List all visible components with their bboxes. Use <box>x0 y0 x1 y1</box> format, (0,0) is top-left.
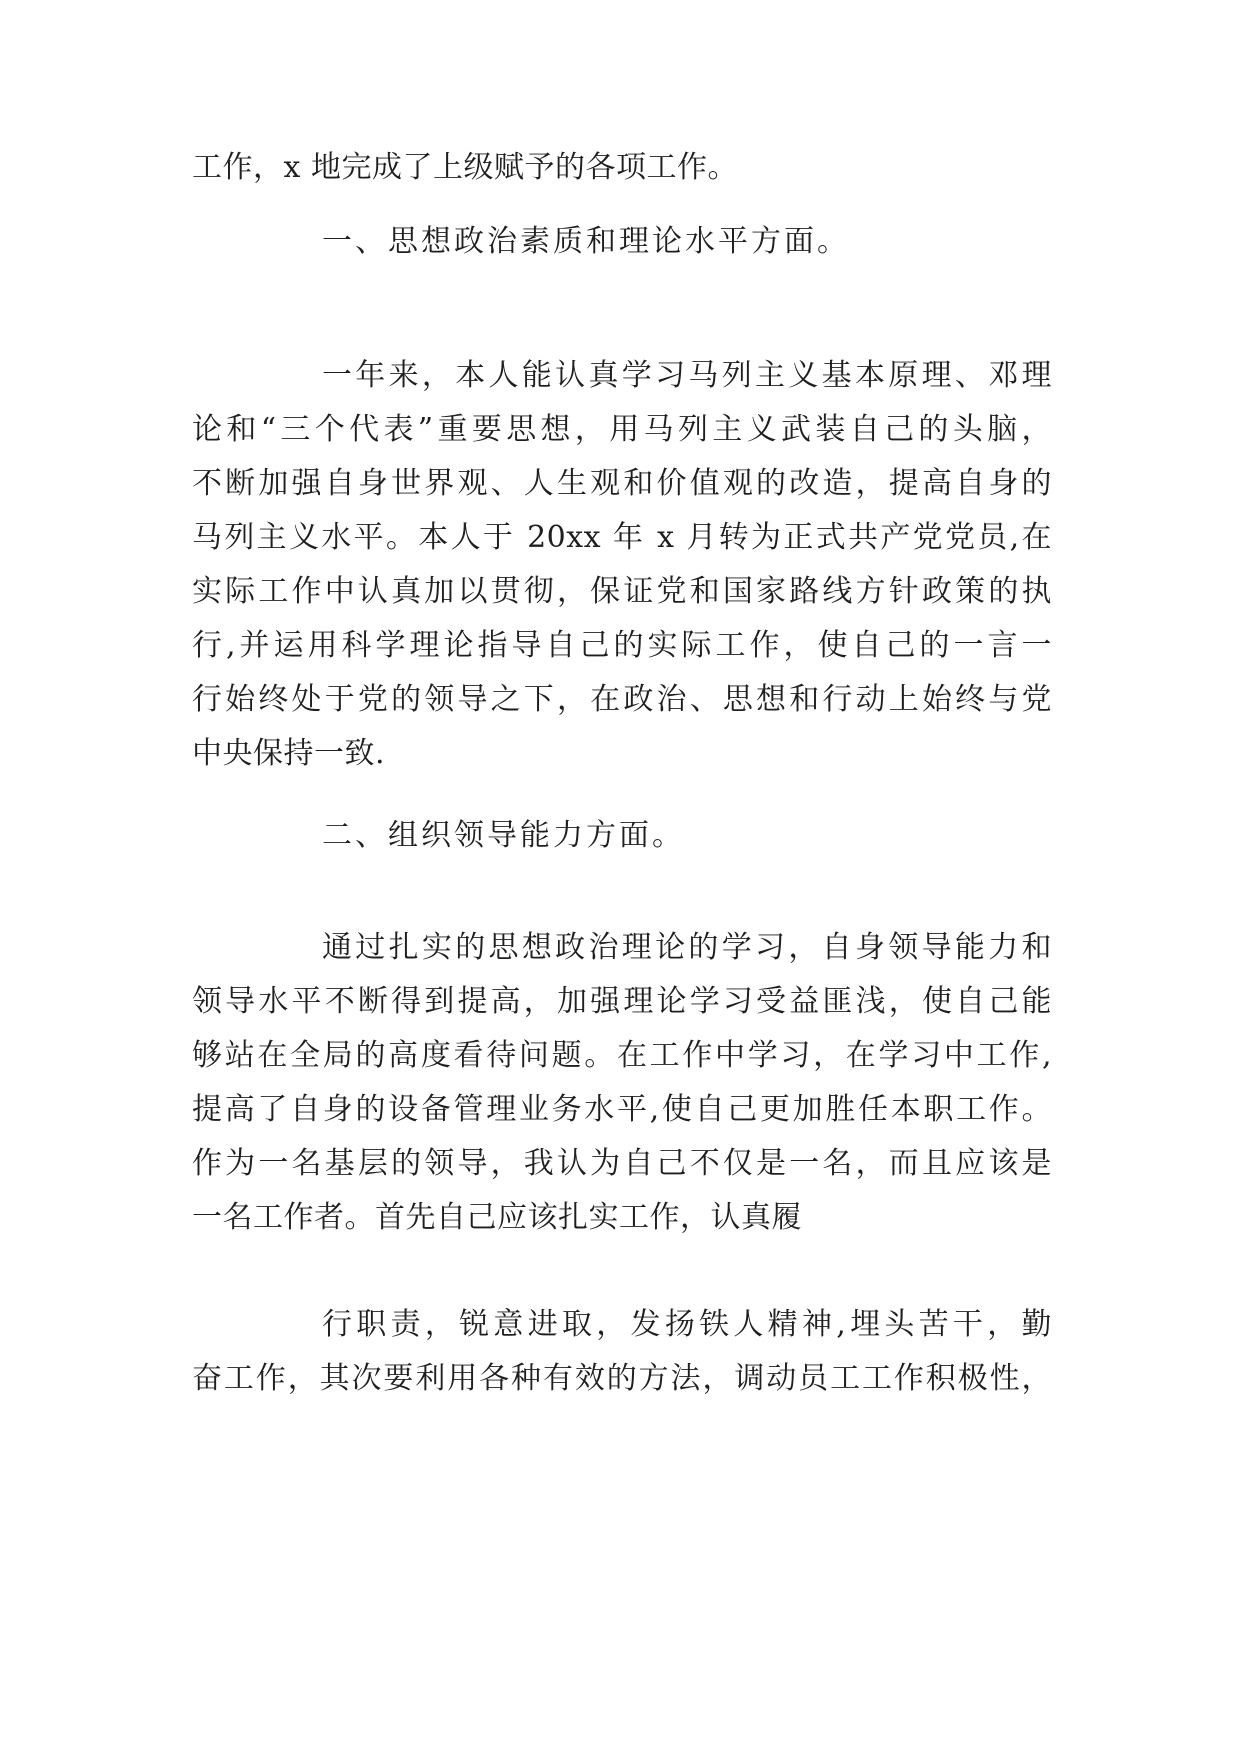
section1-line: 中央保持一致. <box>192 736 386 771</box>
section1-heading: 一、思想政治素质和理论水平方面。 <box>322 224 850 259</box>
continuation-line: 行职责，锐意进取，发扬铁人精神,埋头苦干，勤 <box>322 1307 1052 1342</box>
section1-line: 行,并运用科学理论指导自己的实际工作，使自己的一言一 <box>192 628 1052 663</box>
section2-line: 通过扎实的思想政治理论的学习，自身领导能力和 <box>322 930 1052 965</box>
section1-line: 不断加强自身世界观、人生观和价值观的改造，提高自身的 <box>192 466 1052 501</box>
intro-tail-line: 工作，x 地完成了上级赋予的各项工作。 <box>192 150 738 185</box>
section2-line: 领导水平不断得到提高，加强理论学习受益匪浅，使自己能 <box>192 984 1052 1019</box>
section1-line: 一年来，本人能认真学习马列主义基本原理、邓理 <box>322 358 1052 393</box>
section1-line: 行始终处于党的领导之下，在政治、思想和行动上始终与党 <box>192 682 1052 717</box>
section2-heading: 二、组织领导能力方面。 <box>322 818 685 853</box>
section1-line: 实际工作中认真加以贯彻，保证党和国家路线方针政策的执 <box>192 574 1052 609</box>
section2-line: 作为一名基层的领导，我认为自己不仅是一名，而且应该是 <box>192 1146 1052 1181</box>
section1-line: 论和“三个代表”重要思想，用马列主义武装自己的头脑， <box>192 412 1052 447</box>
section2-line: 够站在全局的高度看待问题。在工作中学习，在学习中工作, <box>192 1038 1052 1073</box>
section2-line: 一名工作者。首先自己应该扎实工作，认真履 <box>192 1200 802 1235</box>
continuation-line: 奋工作，其次要利用各种有效的方法，调动员工工作积极性， <box>192 1361 1052 1396</box>
section1-line: 马列主义水平。本人于 20xx 年 x 月转为正式共产党党员,在 <box>192 520 1052 555</box>
section2-line: 提高了自身的设备管理业务水平,使自己更加胜任本职工作。 <box>192 1092 1052 1127</box>
